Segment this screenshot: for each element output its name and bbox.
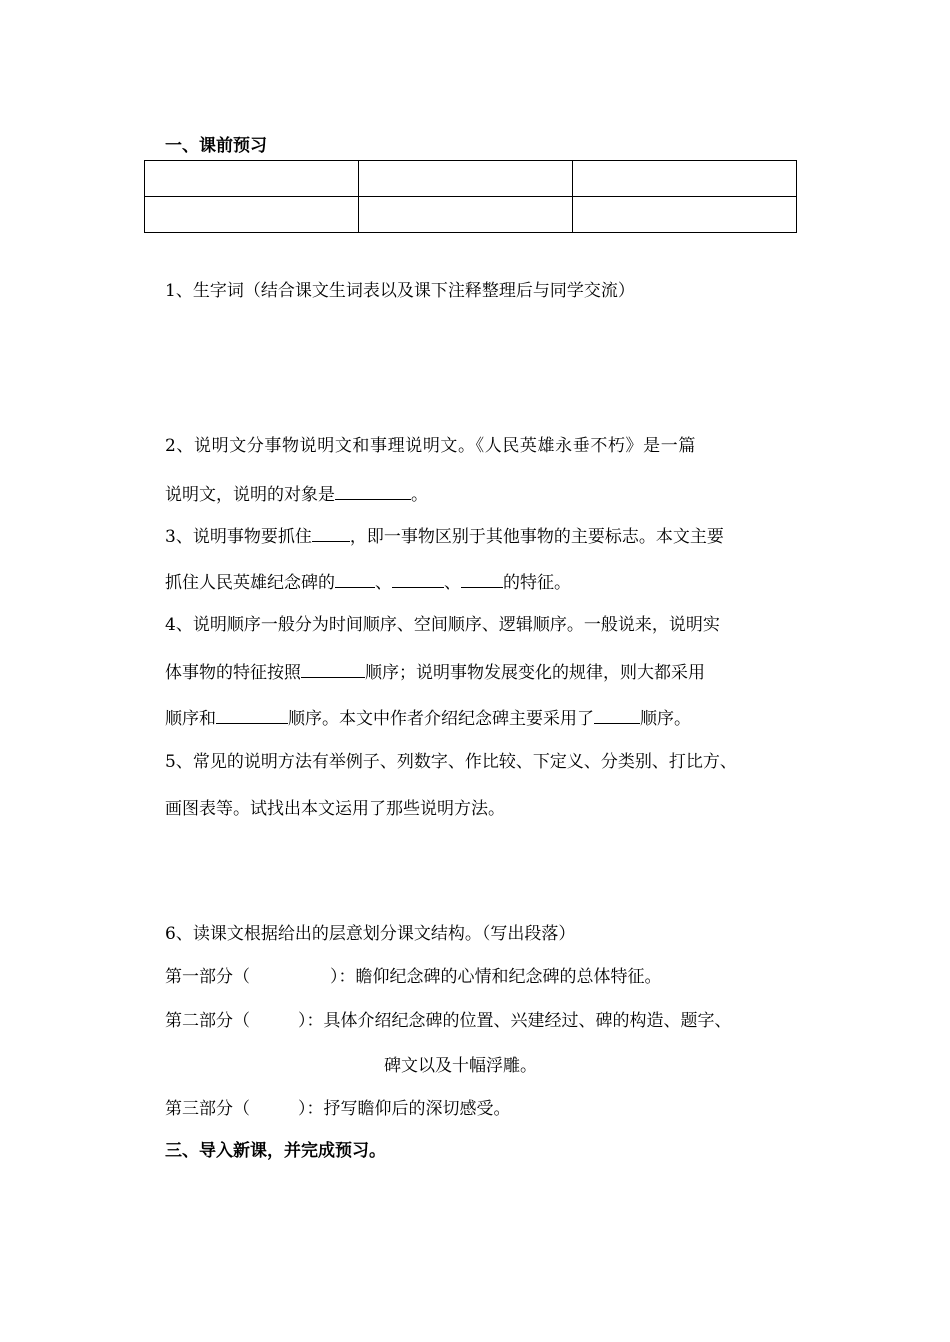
- q3-line2-after: 的特征。: [503, 573, 571, 593]
- q3-text-before: 3、说明事物要抓住: [165, 527, 312, 547]
- question-2-line-2: [165, 482, 428, 507]
- q2-text-before: 说明文，说明的对象是: [165, 485, 335, 505]
- question-1: 1、生字词（结合课文生词表以及课下注释整理后与同学交流）: [165, 281, 635, 301]
- q3-sep-2: 、: [444, 573, 461, 593]
- q3-sep-1: 、: [375, 573, 392, 593]
- structure-part-2: [165, 1009, 732, 1033]
- part-2-text: ）：具体介绍纪念碑的位置、兴建经过、碑的构造、题字、: [298, 1011, 732, 1031]
- q4-line3-b: 顺序。本文中作者介绍纪念碑主要采用了: [288, 709, 594, 729]
- question-3-line-2: [165, 570, 571, 595]
- table-cell: [145, 161, 359, 197]
- q4-line2-before: 体事物的特征按照: [165, 663, 301, 683]
- structure-part-2-continued: 碑文以及十幅浮雕。: [384, 1056, 537, 1076]
- table-row: [145, 161, 797, 197]
- table-cell: [573, 197, 797, 233]
- answer-blank-feature-3[interactable]: [461, 570, 503, 588]
- structure-part-3: [165, 1097, 511, 1121]
- table-cell: [573, 161, 797, 197]
- answer-blank-object[interactable]: [335, 482, 411, 500]
- part-3-text: ）：抒写瞻仰后的深切感受。: [298, 1099, 511, 1119]
- part-1-text: ）：瞻仰纪念碑的心情和纪念碑的总体特征。: [330, 967, 662, 987]
- question-5-line-1: 5、常见的说明方法有举例子、列数字、作比较、下定义、分类别、打比方、: [165, 752, 737, 772]
- question-4-line-3: [165, 706, 691, 731]
- question-3-line-1: [165, 524, 724, 549]
- question-2-line-1: 2、说明文分事物说明文和事理说明文。《人民英雄永垂不朽》是一篇: [165, 436, 696, 456]
- answer-blank-order-1[interactable]: [301, 660, 365, 678]
- structure-part-1: [165, 965, 662, 989]
- answer-blank-feature-1[interactable]: [335, 570, 375, 588]
- section1-title: 一、课前预习: [165, 136, 267, 156]
- q4-line2-after: 顺序；说明事物发展变化的规律，则大都采用: [365, 663, 705, 683]
- question-6-title: 6、读课文根据给出的层意划分课文结构。（写出段落）: [165, 924, 576, 944]
- preview-table: [144, 160, 797, 233]
- answer-blank-feature-2[interactable]: [392, 570, 444, 588]
- q4-line3-c: 顺序。: [640, 709, 691, 729]
- table-cell: [145, 197, 359, 233]
- q2-text-after: 。: [411, 485, 428, 505]
- q4-line3-a: 顺序和: [165, 709, 216, 729]
- answer-blank-order-2[interactable]: [216, 706, 288, 724]
- part-3-label: 第三部分（: [165, 1099, 250, 1119]
- part-1-label: 第一部分（: [165, 967, 250, 987]
- question-5-line-2: 画图表等。试找出本文运用了那些说明方法。: [165, 799, 505, 819]
- part-2-label: 第二部分（: [165, 1011, 250, 1031]
- question-4-line-2: [165, 660, 705, 685]
- table-row: [145, 197, 797, 233]
- answer-blank-order-3[interactable]: [594, 706, 640, 724]
- table-cell: [359, 161, 573, 197]
- q3-line2-before: 抓住人民英雄纪念碑的: [165, 573, 335, 593]
- table-cell: [359, 197, 573, 233]
- question-4-line-1: 4、说明顺序一般分为时间顺序、空间顺序、逻辑顺序。一般说来，说明实: [165, 615, 720, 635]
- q3-text-after: ，即一事物区别于其他事物的主要标志。本文主要: [349, 527, 724, 547]
- section3-title: 三、导入新课，并完成预习。: [165, 1141, 386, 1161]
- answer-blank-feature[interactable]: [312, 524, 350, 542]
